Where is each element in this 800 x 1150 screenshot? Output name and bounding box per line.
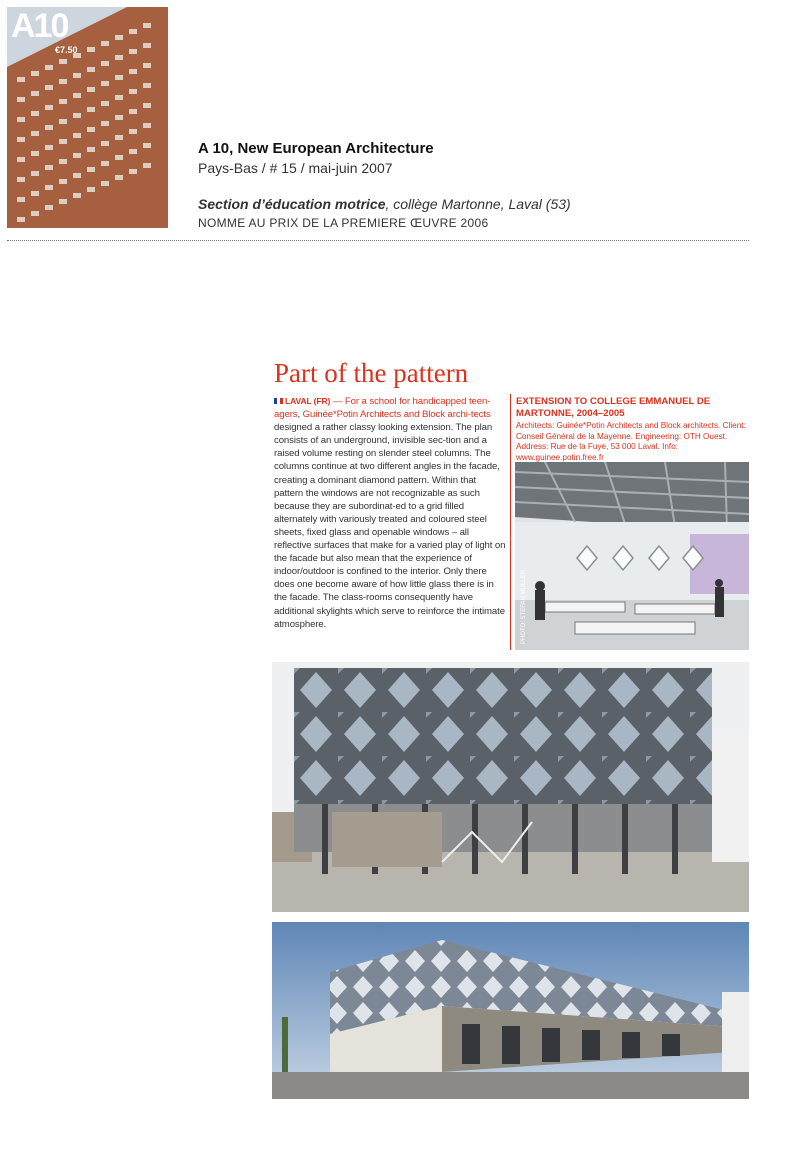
article-architects: Guinée*Potin Architects and Block archi-tects bbox=[302, 409, 491, 421]
column-divider bbox=[510, 394, 511, 650]
magazine-cover bbox=[7, 7, 168, 228]
project-info-heading: EXTENSION TO COLLEGE EMMANUEL DE MARTONNE, 2004–2005 bbox=[516, 396, 711, 419]
cover-masthead: A10 bbox=[11, 7, 68, 45]
article-lead-comma: , bbox=[297, 409, 303, 421]
facade-perspective-photo bbox=[272, 922, 749, 1099]
publication-issue: Pays-Bas / # 15 / mai-juin 2007 bbox=[198, 160, 393, 176]
article-body bbox=[274, 395, 506, 631]
project-name-rest: , collège Martonne, Laval (53) bbox=[385, 196, 571, 212]
interior-photo-credit: PHOTO: STEFAN MÜLLER bbox=[521, 570, 527, 644]
facade-front-photo bbox=[272, 662, 749, 912]
project-name bbox=[198, 196, 571, 212]
article-body-text: designed a rather classy looking extension. The plan consists of an underground, invisible sec-tion and a raised volume resting on slender steel columns. The columns continue at two different angles in the facade, creating a dominant diamond pattern. Within that pattern the windows are not recognizable as such because they are subordinat-ed to a grid filled alternately with variously treated and coloured steel sheets, fixed glass and openable windows – all reflective surfaces that make for a varied play of light on the facade but also mean that the experience of indoor/outdoor is confined to the interior. Only there does one become aware of how little glass there is in the facade. The class-rooms consequently have additional skylights which serve to reinforce the intimate atmosphere. bbox=[274, 422, 506, 630]
award-line: NOMME AU PRIX DE LA PREMIERE ŒUVRE 2006 bbox=[198, 216, 489, 230]
project-info-credits: Architects: Guinée*Potin Architects and Block architects. Client: Conseil Général de la Mayenne. Engineering: OTH Ouest. Address: Rue de la Fuye, 53 000 Laval. Info: www.guinee.potin.free.fr bbox=[516, 421, 746, 462]
project-name-bold: Section d’éducation motrice bbox=[198, 196, 386, 212]
french-flag-icon bbox=[274, 398, 283, 404]
article-lead-subject: school for handicapped teen-agers bbox=[274, 396, 491, 421]
publication-title: A 10, New European Architecture bbox=[198, 140, 434, 157]
article-location: LAVAL (FR) bbox=[285, 396, 331, 406]
cover-price: €7.50 bbox=[55, 45, 78, 55]
dotted-divider bbox=[7, 240, 749, 241]
classroom-interior-photo bbox=[515, 462, 749, 650]
article-title: Part of the pattern bbox=[274, 358, 469, 388]
article-lead-dash: — For a bbox=[330, 396, 370, 407]
